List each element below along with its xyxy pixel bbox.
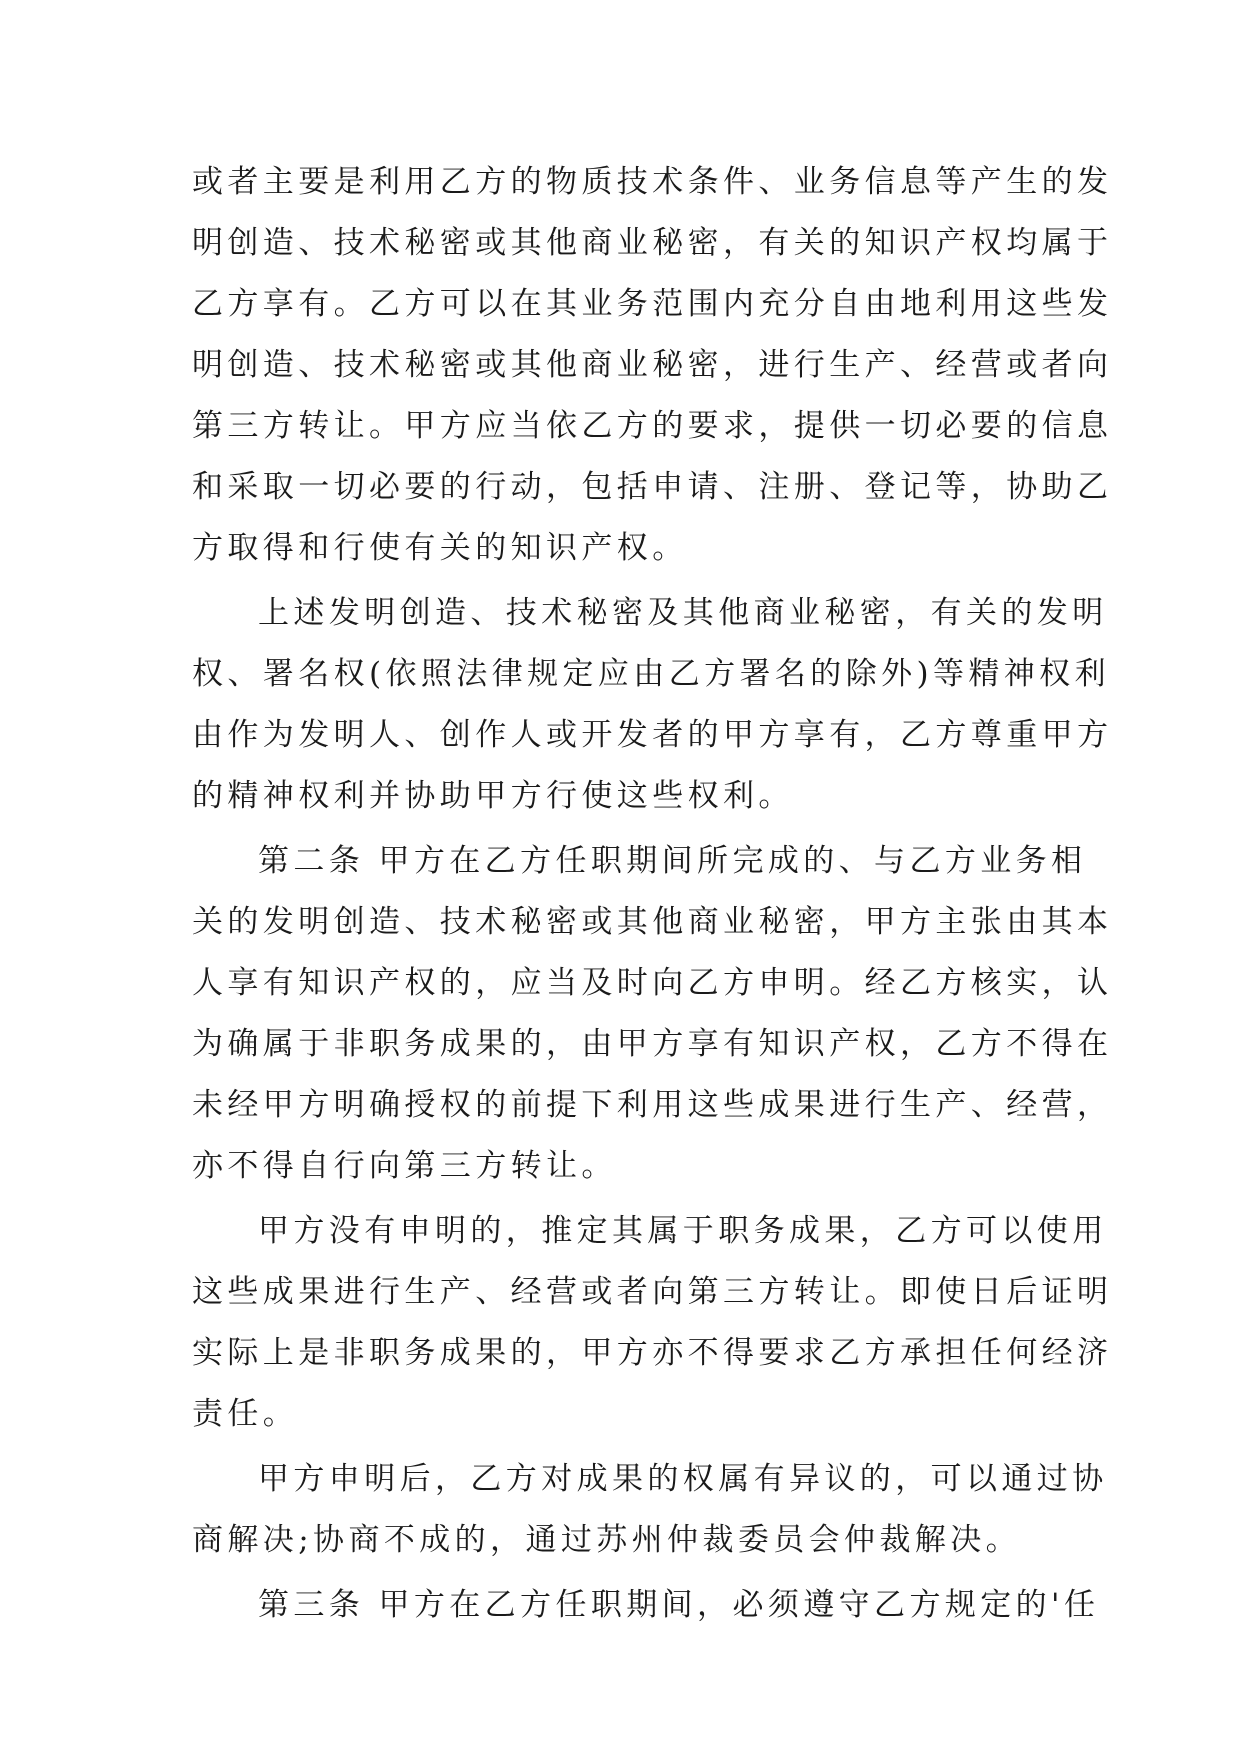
text-line: 这些成果进行生产、经营或者向第三方转让。即使日后证明 xyxy=(192,1274,1113,1310)
text-line: 乙方享有。乙方可以在其业务范围内充分自由地利用这些发 xyxy=(192,286,1113,322)
text-line: 和采取一切必要的行动，包括申请、注册、登记等，协助乙 xyxy=(192,469,1113,505)
text-line: 甲方没有申明的，推定其属于职务成果，乙方可以使用 xyxy=(258,1213,1108,1249)
text-line: 未经甲方明确授权的前提下利用这些成果进行生产、经营， xyxy=(192,1087,1113,1123)
paragraph-article-3 xyxy=(192,1575,1100,1636)
text-line: 或者主要是利用乙方的物质技术条件、业务信息等产生的发 xyxy=(192,164,1113,200)
text-line: 由作为发明人、创作人或开发者的甲方享有，乙方尊重甲方 xyxy=(192,717,1113,753)
paragraph-2 xyxy=(192,583,1113,827)
text-line: 人享有知识产权的，应当及时向乙方申明。经乙方核实，认 xyxy=(192,965,1113,1001)
paragraph-5 xyxy=(192,1449,1108,1571)
text-line: 上述发明创造、技术秘密及其他商业秘密，有关的发明 xyxy=(258,595,1108,631)
paragraph-article-2 xyxy=(192,831,1113,1197)
text-line: 亦不得自行向第三方转让。 xyxy=(192,1148,617,1184)
text-line: 的精神权利并协助甲方行使这些权利。 xyxy=(192,778,794,814)
text-line: 为确属于非职务成果的，由甲方享有知识产权，乙方不得在 xyxy=(192,1026,1113,1062)
text-line: 明创造、技术秘密或其他商业秘密，进行生产、经营或者向 xyxy=(192,347,1113,383)
document-body xyxy=(192,152,1113,1640)
text-line: 权、署名权(依照法律规定应由乙方署名的除外)等精神权利 xyxy=(192,656,1110,692)
paragraph-4 xyxy=(192,1201,1113,1445)
text-line: 实际上是非职务成果的，甲方亦不得要求乙方承担任何经济 xyxy=(192,1335,1113,1371)
text-line: 明创造、技术秘密或其他商业秘密，有关的知识产权均属于 xyxy=(192,225,1113,261)
text-line: 甲方申明后，乙方对成果的权属有异议的，可以通过协 xyxy=(258,1461,1108,1497)
text-line: 责任。 xyxy=(192,1396,299,1432)
text-line: 第三方转让。甲方应当依乙方的要求，提供一切必要的信息 xyxy=(192,408,1113,444)
text-line: 方取得和行使有关的知识产权。 xyxy=(192,530,688,566)
text-line: 商解决;协商不成的，通过苏州仲裁委员会仲裁解决。 xyxy=(192,1522,1022,1558)
text-line: 第三条 甲方在乙方任职期间，必须遵守乙方规定的'任 xyxy=(258,1587,1100,1623)
text-line: 关的发明创造、技术秘密或其他商业秘密，甲方主张由其本 xyxy=(192,904,1113,940)
text-line: 第二条 甲方在乙方任职期间所完成的、与乙方业务相 xyxy=(258,843,1087,879)
paragraph-1 xyxy=(192,152,1113,579)
